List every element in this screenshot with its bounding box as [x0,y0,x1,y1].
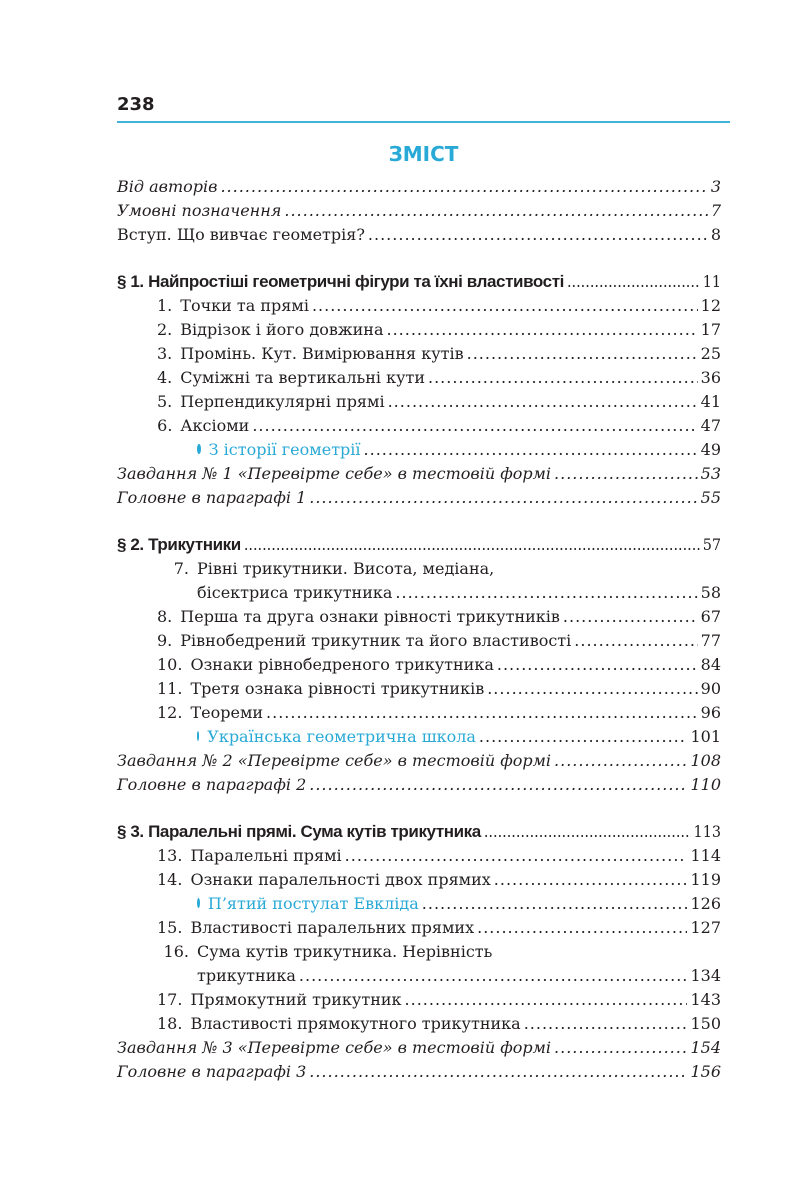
toc-item[interactable] [117,366,721,390]
entry-page: 3 [710,177,721,196]
summary-page: 156 [690,1062,721,1081]
item-page: 127 [690,918,721,937]
item-text: Властивості прямокутного трикутника [190,1014,521,1033]
toc-item[interactable] [117,677,721,701]
item-page: 119 [690,870,721,889]
page-title: ЗМІСТ [388,142,459,166]
item-number: 1. [157,296,173,315]
item-page: 47 [700,416,721,435]
item-text: Теореми [190,703,264,722]
toc-item[interactable] [117,844,721,868]
extra-page: 101 [690,727,721,746]
item-number: 13. [157,846,183,865]
leader-dots [479,725,688,749]
item-text: Властивості паралельних прямих [190,918,475,937]
leader-dots [386,318,697,342]
item-page: 36 [700,368,721,387]
test-page: 154 [690,1038,721,1057]
bullet-dot-icon [197,731,199,741]
entry-text: Вступ. Що вивчає геометрія? [117,225,365,244]
toc-item[interactable] [117,294,721,318]
leader-dots [284,199,707,223]
summary-page: 110 [690,775,721,794]
toc-section-2[interactable] [117,533,721,557]
section-page: 57 [702,535,721,554]
item-text: Сума кутів трикутника. Нерівність [197,942,493,961]
leader-dots [388,390,698,414]
item-number: 2. [157,320,173,339]
leader-dots [554,1036,687,1060]
item-page: 17 [700,320,721,339]
test-text: Завдання № 1 «Перевірте себе» в тестовій формі [117,464,552,483]
item-text: Перша та друга ознаки рівності трикутників [180,607,560,626]
item-page: 58 [700,583,721,602]
toc-item[interactable] [117,988,721,1012]
toc-extra-ukrainian-school[interactable] [117,725,721,749]
leader-dots [497,653,698,677]
toc-item[interactable] [117,557,721,581]
toc-summary-2[interactable] [117,773,721,797]
toc-test-1[interactable] [117,462,721,486]
extra-page: 126 [690,894,721,913]
item-text: бісектриса трикутника [197,583,393,602]
item-number: 18. [157,1014,183,1033]
item-text: Суміжні та вертикальні кути [180,368,425,387]
toc-item-continuation[interactable] [117,964,721,988]
bullet-dot-icon [197,444,201,454]
item-number: 5. [157,392,173,411]
toc-entry-authors[interactable] [117,175,721,199]
leader-dots [467,342,698,366]
item-page: 12 [700,296,721,315]
item-text: Аксіоми [180,416,250,435]
entry-text: Умовні позначення [117,201,282,220]
leader-dots [405,988,688,1012]
leader-dots [244,533,700,557]
item-page: 84 [700,655,721,674]
toc-item[interactable] [117,1012,721,1036]
toc-extra-euclid[interactable] [117,892,721,916]
leader-dots [567,270,700,294]
item-text: Точки та прямі [180,296,309,315]
leader-dots [309,486,697,510]
toc-item[interactable] [117,701,721,725]
toc-section-1[interactable] [117,270,721,294]
item-text: Третя ознака рівності трикутників [190,679,485,698]
leader-dots [524,1012,688,1036]
leader-dots [494,868,688,892]
item-page: 25 [700,344,721,363]
item-number: 6. [157,416,173,435]
section-page: 11 [702,272,721,291]
item-text: Промінь. Кут. Вимірювання кутів [180,344,464,363]
leader-dots [395,581,697,605]
leader-dots [252,414,697,438]
summary-text: Головне в параграфі 1 [117,488,307,507]
test-page: 53 [700,464,721,483]
toc-test-2[interactable] [117,749,721,773]
leader-dots [563,605,698,629]
toc-item[interactable] [117,653,721,677]
leader-dots [312,294,698,318]
section-title: § 3. Паралельні прямі. Сума кутів трикутника [117,822,481,841]
item-number: 7. [173,559,189,578]
entry-page: 7 [710,201,721,220]
leader-dots [220,175,707,199]
toc-extra-history[interactable] [117,438,721,462]
item-page: 90 [700,679,721,698]
item-number: 9. [157,631,173,650]
item-number: 17. [157,990,183,1009]
toc-item[interactable] [117,605,721,629]
leader-dots [422,892,688,916]
section-page: 113 [693,822,721,841]
item-page: 41 [700,392,721,411]
summary-page: 55 [700,488,721,507]
header-rule [117,121,730,123]
leader-dots [574,629,697,653]
item-text: Рівні трикутники. Висота, медіана, [197,559,495,578]
leader-dots [554,462,698,486]
item-page: 77 [700,631,721,650]
toc-item[interactable] [117,916,721,940]
item-number: 3. [157,344,173,363]
item-page: 143 [690,990,721,1009]
leader-dots [484,820,691,844]
bullet-dot-icon [197,898,200,908]
item-text: Прямокутний трикутник [190,990,402,1009]
extra-text: П’ятий постулат Евкліда [207,894,419,913]
toc-item[interactable] [117,390,721,414]
test-text: Завдання № 3 «Перевірте себе» в тестовій формі [117,1038,552,1057]
extra-text: Українська геометрична школа [207,727,476,746]
leader-dots [299,964,688,988]
item-page: 67 [700,607,721,626]
extra-page: 49 [700,440,721,459]
leader-dots [266,701,698,725]
table-of-contents [117,175,721,1084]
toc-item[interactable] [117,868,721,892]
extra-text: З історії геометрії [208,440,361,459]
toc-summary-3[interactable] [117,1060,721,1084]
entry-page: 8 [710,225,721,244]
item-number: 8. [157,607,173,626]
toc-section-3[interactable] [117,820,721,844]
item-number: 11. [157,679,183,698]
toc-test-3[interactable] [117,1036,721,1060]
item-page: 96 [700,703,721,722]
toc-item[interactable] [117,342,721,366]
item-number: 15. [157,918,183,937]
leader-dots [345,844,688,868]
leader-dots [554,749,687,773]
summary-text: Головне в параграфі 2 [117,775,307,794]
leader-dots [368,223,708,247]
item-page: 150 [690,1014,721,1033]
item-number: 16. [163,942,189,961]
item-number: 10. [157,655,183,674]
item-page: 114 [690,846,721,865]
section-title: § 2. Трикутники [117,535,241,554]
item-number: 14. [157,870,183,889]
item-page: 134 [690,966,721,985]
toc-entry-symbols[interactable] [117,199,721,223]
section-title: § 1. Найпростіші геометричні фігури та їхні властивості [117,272,564,291]
leader-dots [309,773,687,797]
leader-dots [477,916,687,940]
toc-item[interactable] [117,940,721,964]
page-number: 238 [117,94,155,115]
item-text: Відрізок і його довжина [180,320,384,339]
toc-entry-introduction[interactable] [117,223,721,247]
item-text: Перпендикулярні прямі [180,392,385,411]
item-text: Ознаки паралельності двох прямих [190,870,491,889]
test-page: 108 [690,751,721,770]
item-text: трикутника [197,966,296,985]
item-text: Ознаки рівнобедреного трикутника [190,655,494,674]
leader-dots [428,366,698,390]
toc-item-continuation[interactable] [117,581,721,605]
toc-item[interactable] [117,414,721,438]
toc-summary-1[interactable] [117,486,721,510]
leader-dots [364,438,698,462]
entry-text: Від авторів [117,177,218,196]
item-number: 4. [157,368,173,387]
test-text: Завдання № 2 «Перевірте себе» в тестовій формі [117,751,552,770]
item-text: Рівнобедрений трикутник та його властивості [180,631,572,650]
item-text: Паралельні прямі [190,846,342,865]
summary-text: Головне в параграфі 3 [117,1062,307,1081]
leader-dots [309,1060,687,1084]
toc-item[interactable] [117,318,721,342]
item-number: 12. [157,703,183,722]
toc-item[interactable] [117,629,721,653]
leader-dots [487,677,697,701]
